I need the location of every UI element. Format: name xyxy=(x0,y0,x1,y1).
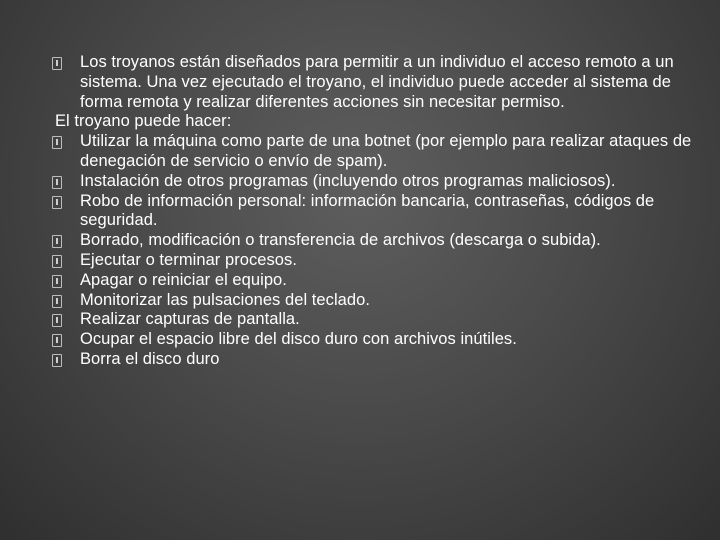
list-item-text: Borra el disco duro xyxy=(80,349,220,368)
list-item-text: Realizar capturas de pantalla. xyxy=(80,310,300,329)
list-item-text: Robo de información personal: información bancaria, contraseñas, códigos de seguridad. xyxy=(80,191,655,230)
list-item xyxy=(52,310,692,330)
list-item-text: Utilizar la máquina como parte de una botnet (por ejemplo para realizar ataques de denegación de servicio o envío de spam). xyxy=(80,132,692,170)
list-item xyxy=(52,172,692,192)
list-heading: El troyano puede hacer: xyxy=(55,112,232,131)
bullet-icon xyxy=(52,350,80,367)
bullet-icon xyxy=(52,330,80,347)
intro-text: Los troyanos están diseñados para permitir a un individuo el acceso remoto a un sistema. Una vez ejecutado el troyano, el individuo puede acceder al sistema de forma remota y realizar diferentes acciones sin necesitar permiso. xyxy=(80,53,674,111)
bullet-icon xyxy=(52,172,80,189)
list-item xyxy=(52,132,692,172)
list-item xyxy=(52,330,692,350)
intro-item xyxy=(52,53,692,112)
list-item-text: Ocupar el espacio libre del disco duro con archivos inútiles. xyxy=(80,330,517,349)
list-item xyxy=(52,291,692,311)
bullet-icon xyxy=(52,132,80,149)
bullet-icon xyxy=(52,291,80,308)
bullet-icon xyxy=(52,231,80,248)
list-item-text: Apagar o reiniciar el equipo. xyxy=(80,270,287,289)
bullet-icon xyxy=(52,53,80,70)
list-item xyxy=(52,350,692,370)
list-item-text: Monitorizar las pulsaciones del teclado. xyxy=(80,290,370,309)
list-item-text: Ejecutar o terminar procesos. xyxy=(80,250,297,269)
list-item xyxy=(52,251,692,271)
list-item-text: Instalación de otros programas (incluyendo otros programas maliciosos). xyxy=(80,171,616,190)
bullet-icon xyxy=(52,310,80,327)
bullet-icon xyxy=(52,271,80,288)
slide-body xyxy=(52,53,692,370)
list-item-text: Borrado, modificación o transferencia de archivos (descarga o subida). xyxy=(80,231,601,250)
bullet-icon xyxy=(52,251,80,268)
bullet-icon xyxy=(52,192,80,209)
list-item xyxy=(52,231,692,251)
list-item xyxy=(52,271,692,291)
list-item xyxy=(52,192,692,232)
heading-row xyxy=(52,112,692,132)
